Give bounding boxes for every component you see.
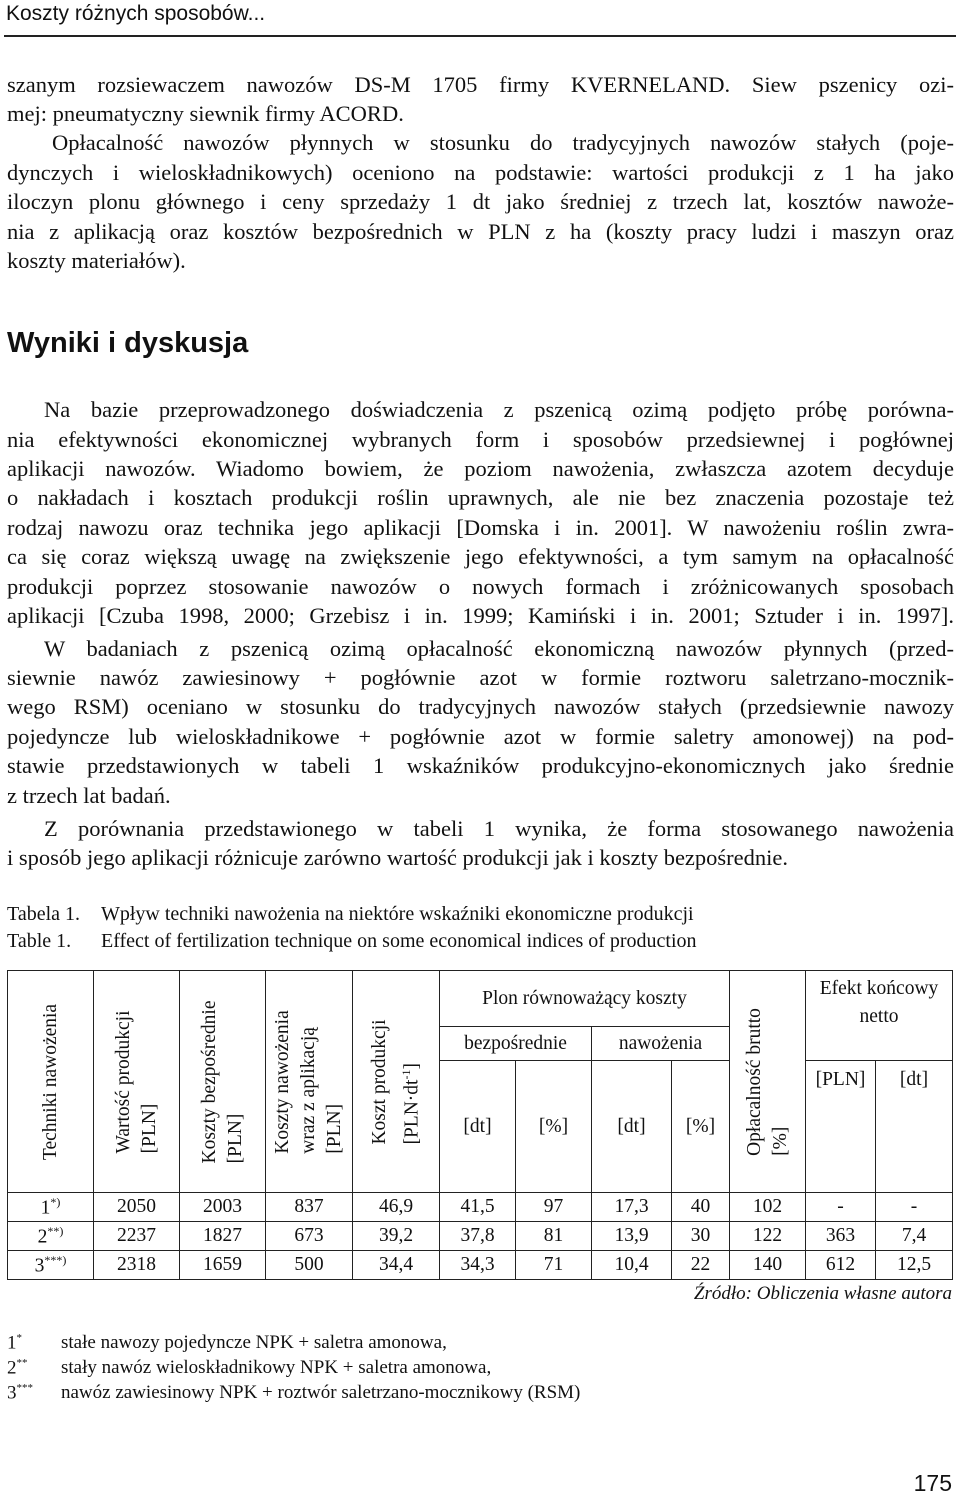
header-wartosc-produkcji: Wartość produkcji [PLN] [94, 971, 180, 1193]
results-table [7, 970, 953, 1280]
table-cell: 41,5 [440, 1193, 516, 1222]
table-cell: 2237 [94, 1222, 180, 1251]
header-oplacalnosc: Opłacalność brutto [%] [730, 971, 806, 1193]
table-cell: 2318 [94, 1251, 180, 1280]
table-cell: 34,3 [440, 1251, 516, 1280]
body-line: pojedyncze lub wieloskładnikowe + pogłównie azot w formie saletry amonowej) na pod- [7, 724, 954, 749]
table-row [8, 1222, 953, 1251]
table-cell: 17,3 [592, 1193, 672, 1222]
table-cell: 500 [266, 1251, 353, 1280]
table-cell: 39,2 [353, 1222, 440, 1251]
body-line: o nakładach i kosztach produkcji roślin uprawnych, ale nie bez znaczenia pozostaje też [7, 485, 954, 510]
body-line: siewnie nawóz zawiesinowy + pogłównie azot w formie roztworu saletrzano-mocznik- [7, 665, 954, 690]
unit-pct: [%] [516, 1061, 592, 1193]
footnote-mark: 3*** [7, 1382, 33, 1404]
table-row [8, 1251, 953, 1280]
section-heading: Wyniki i dyskusja [7, 327, 249, 359]
table-source: Źródło: Obliczenia własne autora [693, 1283, 952, 1304]
table-caption-pl-label: Tabela 1. [7, 903, 81, 925]
header-plon-nawozenia: nawożenia [592, 1027, 730, 1061]
running-header: Koszty różnych sposobów... [6, 2, 266, 25]
intro-line: nia z aplikacją oraz kosztów bezpośrednich w PLN z ha (koszty pracy ludzi i maszyn oraz [7, 219, 954, 244]
table-caption-en-label: Table 1. [7, 930, 72, 952]
intro-line: dynczych i wieloskładnikowych) oceniono na podstawie: wartości produkcji z 1 ha jako [7, 160, 954, 185]
header-koszty-bezposrednie: Koszty bezpośrednie [PLN] [180, 971, 266, 1193]
intro-line: koszty materiałów). [7, 248, 186, 273]
body-line: rodzaj nawozu oraz technika jego aplikacji [Domska i in. 2001]. W nawożeniu roślin zwra- [7, 515, 954, 540]
body-line: nia efektywności ekonomicznej wybranych form i sposobów przedsiewnej i pogłównej [7, 427, 954, 452]
footnote-text: nawóz zawiesinowy NPK + roztwór saletrzano-mocznikowy (RSM) [61, 1382, 581, 1403]
table-cell: 12,5 [876, 1251, 953, 1280]
table-cell: 102 [730, 1193, 806, 1222]
table-cell: 2050 [94, 1193, 180, 1222]
footnote-text: stałe nawozy pojedyncze NPK + saletra amonowa, [61, 1332, 447, 1353]
table-cell: 71 [516, 1251, 592, 1280]
body-line: stawie przedstawionych w tabeli 1 wskaźników produkcyjno-ekonomicznych jako średnie [7, 753, 954, 778]
unit-dt: [dt] [592, 1061, 672, 1193]
table-cell: 122 [730, 1222, 806, 1251]
table-cell: 7,4 [876, 1222, 953, 1251]
body-line: i sposób jego aplikacji różnicuje zarówno wartość produkcji jak i koszty bezpośrednie. [7, 845, 789, 870]
table-cell: 30 [672, 1222, 730, 1251]
header-divider [4, 35, 956, 37]
footnote-mark: 2** [7, 1357, 28, 1379]
table-cell: 673 [266, 1222, 353, 1251]
body-line: wego RSM) oceniano w stosunku do tradycyjnych nawozów stałych (przedsiewnie nawozy [7, 694, 954, 719]
table-cell: 97 [516, 1193, 592, 1222]
table-cell: 1827 [180, 1222, 266, 1251]
table-cell: 81 [516, 1222, 592, 1251]
intro-line: szanym rozsiewaczem nawozów DS-M 1705 firmy KVERNELAND. Siew pszenicy ozi- [7, 72, 954, 97]
header-plon-group: Plon równoważący koszty [440, 971, 730, 1027]
row-label: 2**) [8, 1222, 94, 1251]
intro-line: iloczyn plonu głównego i ceny sprzedaży 1 dt jako średniej z trzech lat, kosztów nawoże- [7, 189, 954, 214]
body-line: W badaniach z pszenicą ozimą opłacalność ekonomiczną nawozów płynnych (przed- [44, 636, 954, 661]
table-cell: - [876, 1193, 953, 1222]
table-row [8, 1193, 953, 1222]
body-line: produkcji poprzez stosowanie nawozów o nowych formach i zróżnicowanych sposobach [7, 574, 954, 599]
intro-line: Opłacalność nawozów płynnych w stosunku do tradycyjnych nawozów stałych (poje- [52, 130, 954, 155]
page-number: 175 [913, 1470, 952, 1496]
unit-pln: [PLN] [806, 1061, 876, 1193]
table-cell: 40 [672, 1193, 730, 1222]
body-line: ca się coraz większą uwagę na zwiększenie jego efektywności, a tym samym na opłacalność [7, 544, 954, 569]
header-efekt-group: Efekt końcowy netto [806, 971, 953, 1061]
table-cell: - [806, 1193, 876, 1222]
table-cell: 837 [266, 1193, 353, 1222]
body-line: z trzech lat badań. [7, 783, 171, 808]
header-koszt-produkcji: Koszt produkcji $[PLN\cdot dt^{-1}]$ [353, 971, 440, 1193]
table-caption-pl: Wpływ techniki nawożenia na niektóre wskaźniki ekonomiczne produkcji [101, 903, 694, 925]
table-cell: 1659 [180, 1251, 266, 1280]
header-techniki: Techniki nawożenia [8, 971, 94, 1193]
header-koszty-nawozenia: Koszty nawożenia wraz z aplikacją [PLN] [266, 971, 353, 1193]
body-line: aplikacji nawozów. Wiadomo bowiem, że poziom nawożenia, zwłaszcza azotem decyduje [7, 456, 954, 481]
table-cell: 13,9 [592, 1222, 672, 1251]
table-caption-en: Effect of fertilization technique on some economical indices of production [101, 930, 697, 952]
footnote-mark: 1* [7, 1332, 22, 1354]
unit-dt: [dt] [876, 1061, 953, 1193]
header-plon-bezposrednie: bezpośrednie [440, 1027, 592, 1061]
body-line: aplikacji [Czuba 1998, 2000; Grzebisz i in. 1999; Kamiński i in. 2001; Sztuder i in. 1997]. [7, 603, 954, 628]
table-cell: 2003 [180, 1193, 266, 1222]
table-cell: 612 [806, 1251, 876, 1280]
table-cell: 22 [672, 1251, 730, 1280]
unit-dt: [dt] [440, 1061, 516, 1193]
unit-pct: [%] [672, 1061, 730, 1193]
body-line: Na bazie przeprowadzonego doświadczenia z pszenicą ozimą podjęto próbę porówna- [44, 397, 954, 422]
table-cell: 363 [806, 1222, 876, 1251]
row-label: 1*) [8, 1193, 94, 1222]
table-cell: 140 [730, 1251, 806, 1280]
table-cell: 37,8 [440, 1222, 516, 1251]
body-line: Z porównania przedstawionego w tabeli 1 wynika, że forma stosowanego nawożenia [44, 816, 954, 841]
row-label: 3***) [8, 1251, 94, 1280]
table-cell: 34,4 [353, 1251, 440, 1280]
footnote-text: stały nawóz wieloskładnikowy NPK + saletra amonowa, [61, 1357, 492, 1378]
intro-line: mej: pneumatyczny siewnik firmy ACORD. [7, 101, 404, 126]
table-cell: 46,9 [353, 1193, 440, 1222]
table-cell: 10,4 [592, 1251, 672, 1280]
